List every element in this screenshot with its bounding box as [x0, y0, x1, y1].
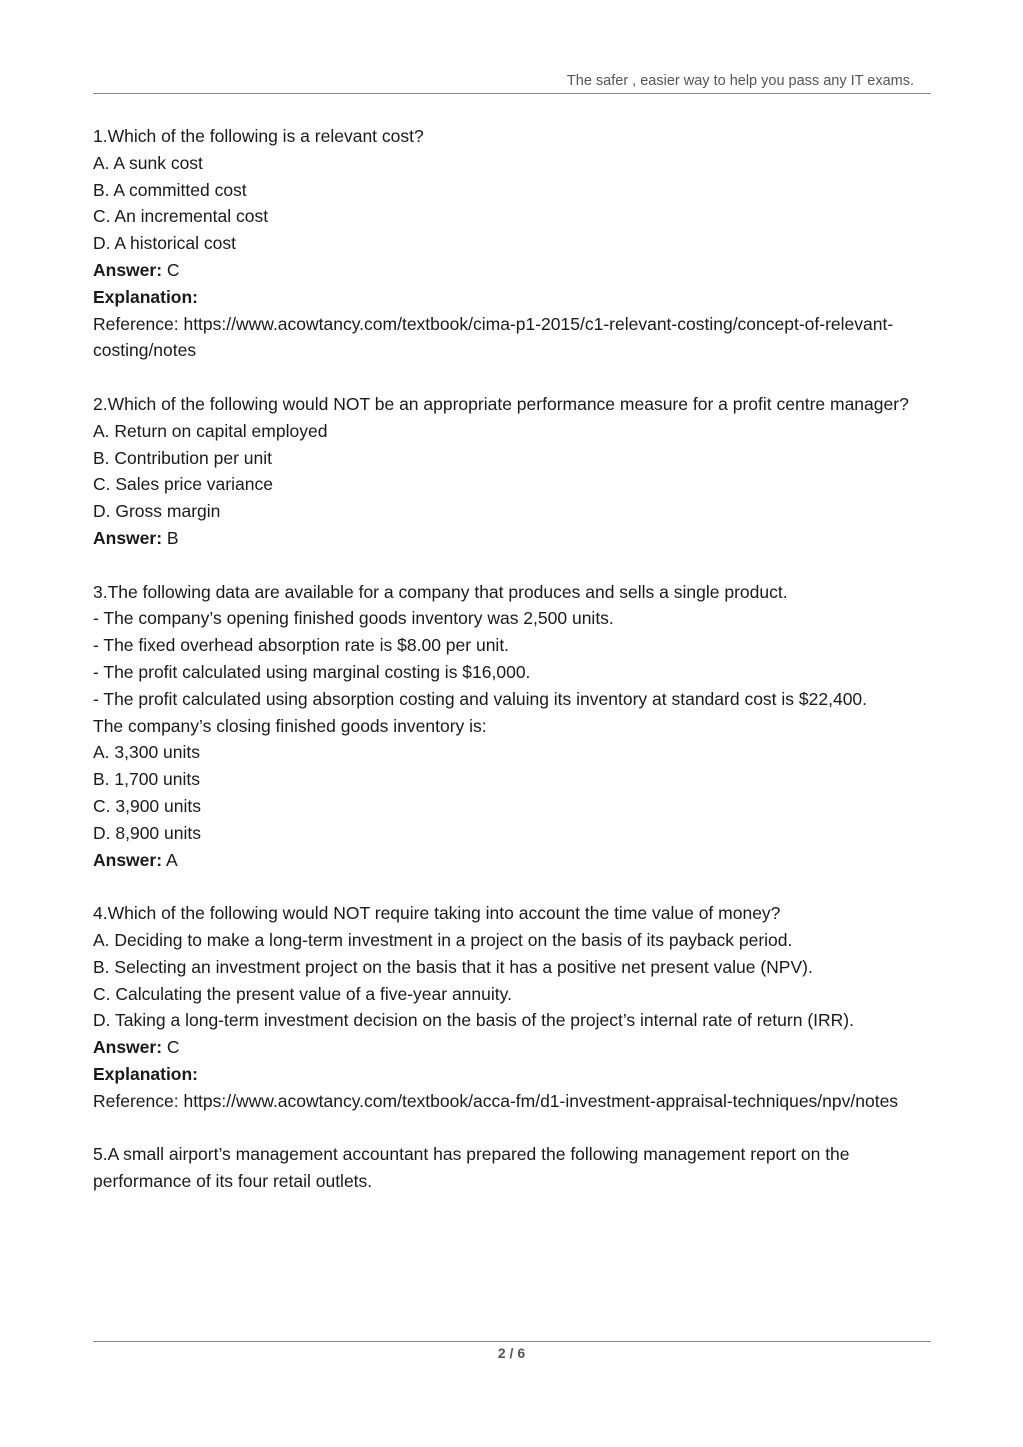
option-c: C. Sales price variance: [93, 474, 273, 495]
reference-text: Reference: https://www.acowtancy.com/textbook/acca-fm/d1-investment-appraisal-techniques/npv/notes: [93, 1090, 899, 1111]
explanation-label: Explanation:: [93, 286, 199, 307]
option-c: C. An incremental cost: [93, 206, 269, 227]
answer-line: [93, 1034, 933, 1061]
option-c: C. 3,900 units: [93, 795, 201, 816]
option-d: D. A historical cost: [93, 233, 236, 254]
question-stem: 1.Which of the following is a relevant cost?: [93, 126, 424, 146]
option-b: B. A committed cost: [93, 179, 247, 200]
answer-value: A: [165, 849, 178, 870]
answer-value: B: [166, 527, 179, 548]
header-divider: [93, 93, 931, 94]
option-d: D. Gross margin: [93, 501, 221, 522]
question-3: [93, 579, 933, 874]
answer-line: [93, 525, 933, 552]
question-2: [93, 391, 933, 552]
option-d: D. Taking a long-term investment decision on the basis of the project’s internal rate of return (IRR).: [93, 1010, 854, 1031]
explanation-label: Explanation:: [93, 1063, 199, 1084]
answer-label: Answer:: [93, 527, 163, 548]
detail-line: - The company’s opening finished goods inventory was 2,500 units.: [93, 608, 614, 629]
question-stem: 5.A small airport’s management accountant has prepared the following management report on the performance of its four retail outlets.: [93, 1144, 850, 1192]
question-stem: 4.Which of the following would NOT require taking into account the time value of money?: [93, 903, 781, 924]
question-stem: 2.Which of the following would NOT be an appropriate performance measure for a profit centre manager?: [93, 393, 909, 414]
page-header-tagline: The safer , easier way to help you pass any IT exams.: [566, 73, 914, 89]
answer-label: Answer:: [93, 1037, 163, 1058]
option-a: A. Deciding to make a long-term investment in a project on the basis of its payback period.: [93, 929, 793, 950]
option-d: D. 8,900 units: [93, 822, 201, 843]
question-1: [93, 123, 933, 364]
answer-label: Answer:: [93, 849, 163, 870]
answer-label: Answer:: [93, 259, 163, 280]
option-b: B. Contribution per unit: [93, 447, 272, 468]
detail-line: - The profit calculated using absorption costing and valuing its inventory at standard cost is $22,400.: [93, 688, 868, 709]
answer-line: [93, 847, 933, 874]
detail-line: - The fixed overhead absorption rate is $8.00 per unit.: [93, 635, 510, 656]
option-a: A. 3,300 units: [93, 742, 201, 763]
question-4: [93, 900, 933, 1114]
option-a: A. Return on capital employed: [93, 420, 328, 441]
question-stem: 3.The following data are available for a company that produces and sells a single product.: [93, 581, 788, 602]
detail-line: The company’s closing finished goods inventory is:: [93, 715, 487, 736]
answer-value: C: [166, 1037, 180, 1058]
document-body: [93, 123, 933, 1195]
option-c: C. Calculating the present value of a five-year annuity.: [93, 983, 512, 1004]
question-5: [93, 1141, 933, 1195]
detail-line: - The profit calculated using marginal costing is $16,000.: [93, 661, 531, 682]
option-a: A. A sunk cost: [93, 152, 203, 173]
answer-value: C: [166, 259, 180, 280]
footer-divider: [93, 1341, 931, 1342]
option-b: B. 1,700 units: [93, 769, 201, 790]
page-indicator: 2 / 6: [497, 1345, 526, 1361]
answer-line: [93, 257, 933, 284]
reference-text: Reference: https://www.acowtancy.com/textbook/cima-p1-2015/c1-relevant-costing/concept-of-relevant-costing/notes: [93, 313, 894, 361]
option-b: B. Selecting an investment project on the basis that it has a positive net present value (NPV).: [93, 956, 813, 977]
